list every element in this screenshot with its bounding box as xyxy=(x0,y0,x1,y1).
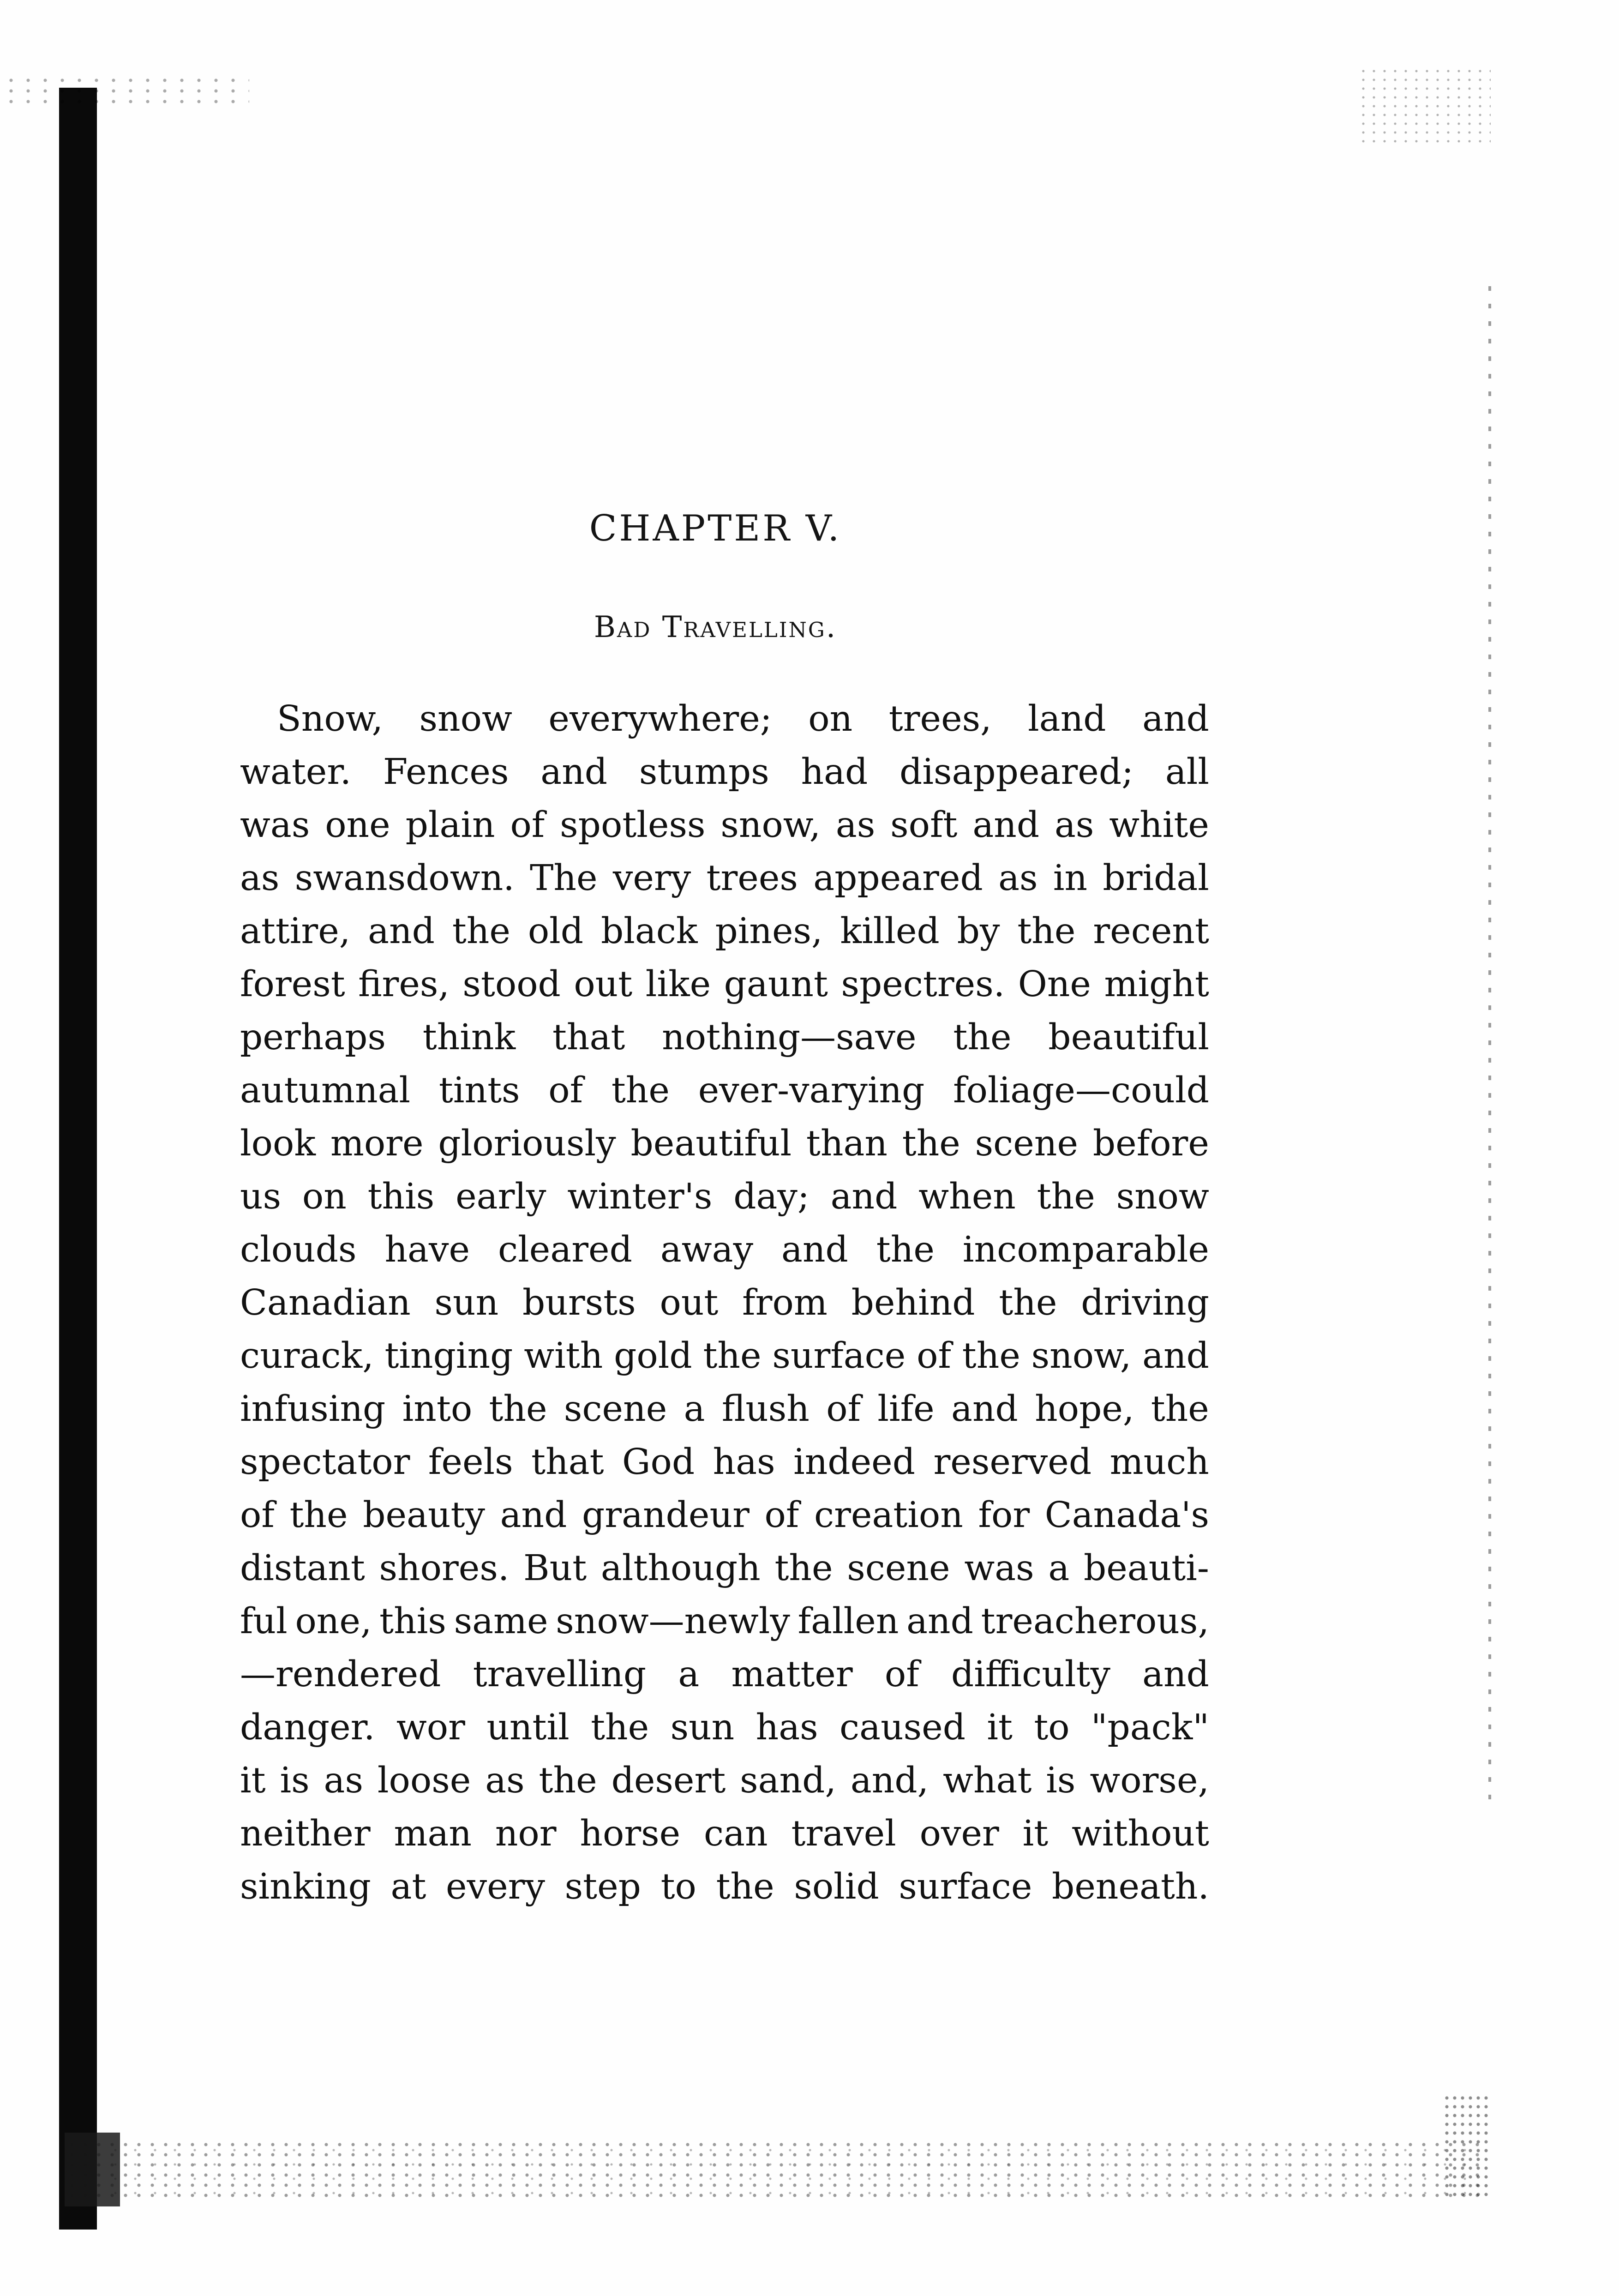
scan-binding-shadow xyxy=(59,88,97,2230)
text-line xyxy=(240,1117,1209,1170)
word: step xyxy=(564,1866,641,1907)
body-paragraph xyxy=(240,692,1209,1913)
word: curack, xyxy=(240,1335,374,1376)
word: the xyxy=(489,1388,547,1430)
word: might xyxy=(1104,964,1209,1005)
word: scene xyxy=(975,1123,1079,1164)
word: and xyxy=(1142,1335,1209,1376)
word: and xyxy=(540,751,608,793)
word: was xyxy=(964,1548,1034,1589)
word: scene xyxy=(847,1548,950,1589)
word: "pack" xyxy=(1091,1707,1209,1748)
word: by xyxy=(957,911,1000,952)
word: creation xyxy=(814,1495,963,1536)
word: indeed xyxy=(793,1442,916,1483)
word: more xyxy=(330,1123,424,1164)
word: look xyxy=(240,1123,316,1164)
word: early xyxy=(456,1176,546,1217)
word: ful xyxy=(240,1601,288,1642)
word: is xyxy=(1046,1760,1076,1801)
word: had xyxy=(801,751,868,793)
word: God xyxy=(622,1442,695,1483)
text-line xyxy=(240,1382,1209,1436)
word: sand, xyxy=(740,1760,836,1801)
word: white xyxy=(1109,805,1209,846)
word: swansdown. xyxy=(294,858,515,899)
text-line xyxy=(240,692,1209,745)
word: out xyxy=(574,964,633,1005)
word: pines, xyxy=(715,911,823,952)
word: one xyxy=(325,805,390,846)
word: matter xyxy=(731,1654,853,1695)
word: travelling xyxy=(473,1654,647,1695)
word: clouds xyxy=(240,1229,357,1270)
word: feels xyxy=(428,1442,513,1483)
text-line xyxy=(240,905,1209,958)
word: a xyxy=(678,1654,700,1695)
word: autumnal xyxy=(240,1070,411,1111)
word: caused xyxy=(839,1707,966,1748)
scan-noise-bottom-right xyxy=(1445,2096,1491,2197)
word: the xyxy=(703,1335,762,1376)
word: this xyxy=(367,1176,435,1217)
text-line xyxy=(240,1436,1209,1489)
word: it xyxy=(240,1760,266,1801)
word: for xyxy=(978,1495,1030,1536)
word: the xyxy=(452,911,510,952)
word: over xyxy=(919,1813,999,1854)
word: sun xyxy=(434,1282,499,1323)
word: to xyxy=(660,1866,696,1907)
word: and xyxy=(951,1388,1018,1430)
word: of xyxy=(884,1654,919,1695)
word: bursts xyxy=(522,1282,636,1323)
word: stumps xyxy=(639,751,769,793)
word: away xyxy=(660,1229,754,1270)
text-line xyxy=(240,852,1209,905)
word: the xyxy=(876,1229,935,1270)
scan-noise-bottom-left xyxy=(65,2133,120,2206)
word: beauti- xyxy=(1083,1548,1209,1589)
word: gold xyxy=(614,1335,692,1376)
word: stood xyxy=(462,964,561,1005)
word: black xyxy=(600,911,698,952)
word: that xyxy=(552,1017,625,1058)
word: foliage—could xyxy=(953,1070,1209,1111)
word: beauty xyxy=(363,1495,485,1536)
word: winter's xyxy=(567,1176,713,1217)
word: that xyxy=(531,1442,604,1483)
word: gloriously xyxy=(438,1123,616,1164)
word: a xyxy=(684,1388,705,1430)
word: is xyxy=(280,1760,310,1801)
word: us xyxy=(240,1176,282,1217)
word: loose xyxy=(377,1760,471,1801)
word: perhaps xyxy=(240,1017,386,1058)
word: Canadian xyxy=(240,1282,411,1323)
word: all xyxy=(1165,751,1209,793)
word: One xyxy=(1018,964,1091,1005)
word: the xyxy=(1017,911,1076,952)
word: tinging xyxy=(384,1335,513,1376)
word: fallen xyxy=(798,1601,899,1642)
word: land xyxy=(1028,698,1106,739)
text-line xyxy=(240,1595,1209,1648)
word: the xyxy=(999,1282,1057,1323)
word: horse xyxy=(580,1813,681,1854)
word: as xyxy=(835,805,875,846)
word: this xyxy=(379,1601,446,1642)
text-line xyxy=(240,1542,1209,1595)
word: was xyxy=(240,805,310,846)
word: it xyxy=(987,1707,1013,1748)
word: infusing xyxy=(240,1388,386,1430)
scan-noise-right-edge xyxy=(1488,286,1491,1809)
word: old xyxy=(528,911,584,952)
text-line xyxy=(240,1170,1209,1223)
word: the xyxy=(716,1866,774,1907)
word: ever-varying xyxy=(698,1070,925,1111)
word: man xyxy=(394,1813,472,1854)
word: as xyxy=(998,858,1038,899)
text-line xyxy=(240,958,1209,1011)
word: snow xyxy=(1116,1176,1209,1217)
text-line xyxy=(240,1701,1209,1754)
word: to xyxy=(1034,1707,1070,1748)
word: the xyxy=(591,1707,649,1748)
word: a xyxy=(1048,1548,1070,1589)
word: has xyxy=(756,1707,818,1748)
word: incomparable xyxy=(962,1229,1209,1270)
word: spectator xyxy=(240,1442,410,1483)
word: But xyxy=(523,1548,587,1589)
text-line xyxy=(240,799,1209,852)
word: forest xyxy=(240,964,345,1005)
word: from xyxy=(742,1282,827,1323)
word: soft xyxy=(890,805,958,846)
word: disappeared; xyxy=(899,751,1134,793)
word: and xyxy=(781,1229,848,1270)
word: day; xyxy=(733,1176,810,1217)
word: and xyxy=(1142,1654,1209,1695)
word: as xyxy=(1054,805,1094,846)
word: snow, xyxy=(1031,1335,1132,1376)
word: although xyxy=(600,1548,761,1589)
word: Canada's xyxy=(1044,1495,1209,1536)
text-line xyxy=(240,1807,1209,1860)
word: gaunt xyxy=(724,964,828,1005)
word: nor xyxy=(495,1813,557,1854)
word: flush xyxy=(721,1388,810,1430)
word: of xyxy=(240,1495,275,1536)
word: trees, xyxy=(888,698,992,739)
word: sun xyxy=(670,1707,735,1748)
word: neither xyxy=(240,1813,371,1854)
scan-noise-top-left xyxy=(9,78,249,106)
word: appeared xyxy=(813,858,983,899)
word: on xyxy=(808,698,853,739)
word: in xyxy=(1053,858,1088,899)
word: of xyxy=(764,1495,799,1536)
word: surface xyxy=(772,1335,906,1376)
text-line xyxy=(240,1754,1209,1807)
word: of xyxy=(826,1388,861,1430)
word: the xyxy=(953,1017,1012,1058)
word: spectres. xyxy=(841,964,1005,1005)
word: wor xyxy=(396,1707,465,1748)
word: recent xyxy=(1093,911,1209,952)
word: at xyxy=(390,1866,426,1907)
word: can xyxy=(704,1813,768,1854)
word: have xyxy=(384,1229,470,1270)
word: life xyxy=(877,1388,935,1430)
word: hope, xyxy=(1035,1388,1134,1430)
word: and xyxy=(1142,698,1209,739)
word: beneath. xyxy=(1052,1866,1209,1907)
word: as xyxy=(485,1760,525,1801)
word: and xyxy=(972,805,1040,846)
word: beautiful xyxy=(630,1123,792,1164)
word: what xyxy=(943,1760,1032,1801)
word: difficulty xyxy=(951,1654,1110,1695)
word: grandeur xyxy=(582,1495,750,1536)
word: snow, xyxy=(720,805,821,846)
word: —rendered xyxy=(240,1654,441,1695)
word: into xyxy=(402,1388,473,1430)
word: The xyxy=(530,858,598,899)
word: like xyxy=(645,964,711,1005)
word: has xyxy=(713,1442,775,1483)
word: one, xyxy=(295,1601,372,1642)
word: driving xyxy=(1081,1282,1209,1323)
word: the xyxy=(1151,1388,1209,1430)
word: when xyxy=(918,1176,1016,1217)
word: of xyxy=(510,805,545,846)
word: spotless xyxy=(560,805,706,846)
text-line xyxy=(240,1064,1209,1117)
text-line xyxy=(240,1648,1209,1701)
word: and, xyxy=(850,1760,929,1801)
word: Fences xyxy=(383,751,509,793)
word: the xyxy=(774,1548,833,1589)
word: shores. xyxy=(379,1548,510,1589)
word: of xyxy=(548,1070,583,1111)
scan-noise-bottom xyxy=(69,2142,1481,2197)
chapter-subtitle: Bad Travelling. xyxy=(594,610,837,644)
text-line xyxy=(240,1223,1209,1276)
word: and xyxy=(500,1495,567,1536)
word: every xyxy=(446,1866,545,1907)
word: snow—newly xyxy=(556,1601,790,1642)
word: and xyxy=(368,911,435,952)
word: travel xyxy=(791,1813,896,1854)
word: cleared xyxy=(498,1229,632,1270)
word: tints xyxy=(438,1070,520,1111)
word: worse, xyxy=(1090,1760,1209,1801)
word: it xyxy=(1022,1813,1049,1854)
word: as xyxy=(324,1760,363,1801)
word: snow xyxy=(419,698,512,739)
text-line xyxy=(240,1276,1209,1329)
word: with xyxy=(524,1335,603,1376)
word: until xyxy=(486,1707,570,1748)
word: the xyxy=(1037,1176,1095,1217)
word: scene xyxy=(564,1388,667,1430)
word: the xyxy=(962,1335,1020,1376)
chapter-title: CHAPTER V. xyxy=(589,508,842,549)
word: think xyxy=(422,1017,516,1058)
word: surface xyxy=(899,1866,1032,1907)
text-line xyxy=(240,1329,1209,1382)
text-line xyxy=(240,745,1209,799)
word: much xyxy=(1109,1442,1209,1483)
word: before xyxy=(1092,1123,1209,1164)
word: as xyxy=(240,858,280,899)
word: plain xyxy=(405,805,495,846)
text-line xyxy=(240,1489,1209,1542)
text-line xyxy=(240,1011,1209,1064)
word: the xyxy=(611,1070,670,1111)
word: very xyxy=(612,858,691,899)
word: behind xyxy=(851,1282,975,1323)
scan-noise-top-right xyxy=(1361,69,1491,143)
word: of xyxy=(917,1335,951,1376)
word: out xyxy=(660,1282,719,1323)
word: attire, xyxy=(240,911,351,952)
word: reserved xyxy=(933,1442,1092,1483)
word: and xyxy=(906,1601,973,1642)
word: without xyxy=(1072,1813,1209,1854)
word: nothing—save xyxy=(662,1017,917,1058)
word: solid xyxy=(794,1866,879,1907)
word: and xyxy=(830,1176,898,1217)
word: trees xyxy=(706,858,798,899)
word: on xyxy=(302,1176,347,1217)
word: fires, xyxy=(358,964,450,1005)
word: same xyxy=(454,1601,548,1642)
word: everywhere; xyxy=(548,698,772,739)
word: sinking xyxy=(240,1866,371,1907)
word: desert xyxy=(611,1760,726,1801)
word: killed xyxy=(840,911,940,952)
word: treacherous, xyxy=(981,1601,1209,1642)
word: beautiful xyxy=(1048,1017,1209,1058)
word: than xyxy=(806,1123,887,1164)
word: water. xyxy=(240,751,352,793)
word: the xyxy=(289,1495,348,1536)
text-line xyxy=(240,1860,1209,1913)
word: bridal xyxy=(1103,858,1209,899)
word: danger. xyxy=(240,1707,375,1748)
word: Snow, xyxy=(277,698,383,739)
word: the xyxy=(902,1123,960,1164)
word: distant xyxy=(240,1548,365,1589)
word: the xyxy=(539,1760,597,1801)
